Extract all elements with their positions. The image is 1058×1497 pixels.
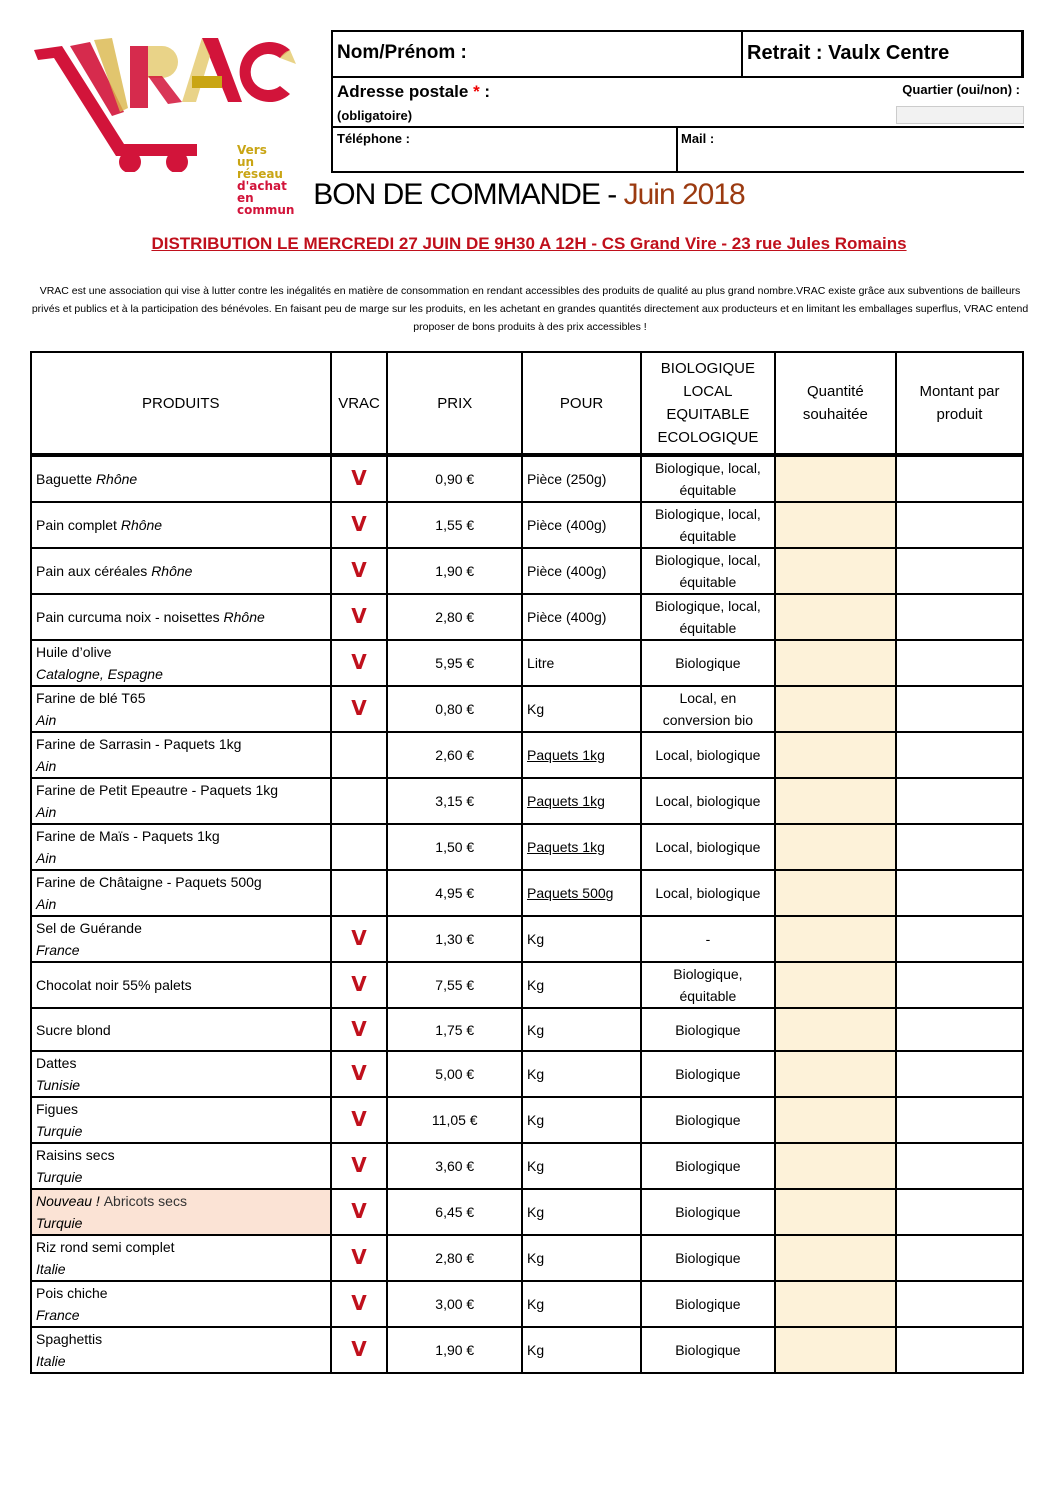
amount-cell <box>896 824 1023 870</box>
amount-cell <box>896 1008 1023 1051</box>
product-name: Sel de Guérande <box>36 920 142 936</box>
header-montant: Montant par produit <box>896 352 1023 455</box>
price-cell: 3,60 € <box>387 1143 522 1189</box>
product-name: Farine de Petit Epeautre - Paquets 1kg <box>36 782 279 798</box>
product-cell <box>31 594 331 640</box>
address-required-note: (obligatoire) <box>337 108 413 123</box>
label-cell: Biologique <box>641 1327 775 1373</box>
bulk-mark-icon: V <box>351 1061 367 1086</box>
table-row <box>31 548 1023 594</box>
unit-cell: Litre <box>522 640 641 686</box>
bulk-mark-icon: V <box>351 696 367 720</box>
form-row-name <box>333 32 1024 78</box>
quantity-input[interactable] <box>775 1327 896 1373</box>
product-name: Figues <box>36 1101 79 1118</box>
vrac-cell <box>331 870 388 916</box>
table-row <box>31 1189 1023 1235</box>
form-row-contact <box>333 128 1024 173</box>
price-cell: 3,15 € <box>387 778 522 824</box>
amount-cell <box>896 1097 1023 1143</box>
unit-cell: Kg <box>522 686 641 732</box>
name-field[interactable]: Nom/Prénom : <box>337 42 467 63</box>
price-cell: 5,95 € <box>387 640 522 686</box>
amount-cell <box>896 502 1023 548</box>
table-row <box>31 686 1023 732</box>
quantity-input[interactable] <box>775 548 896 594</box>
table-row <box>31 1143 1023 1189</box>
table-row <box>31 1051 1023 1097</box>
product-name: Farine de blé T65 <box>36 690 146 706</box>
quantity-input[interactable] <box>775 1281 896 1327</box>
price-cell: 6,45 € <box>387 1189 522 1235</box>
table-row <box>31 594 1023 640</box>
table-row <box>31 640 1023 686</box>
distribution-info: DISTRIBUTION LE MERCREDI 27 JUIN DE 9H30 A 12H - CS Grand Vire - 23 rue Jules Romains <box>151 234 907 253</box>
vrac-logo <box>32 32 302 217</box>
page-title: BON DE COMMANDE - Juin 2018 <box>313 178 745 211</box>
label-cell: Biologique <box>641 1281 775 1327</box>
price-cell: 1,75 € <box>387 1008 522 1051</box>
table-row <box>31 870 1023 916</box>
bulk-mark-icon: V <box>351 926 367 950</box>
vrac-cell <box>331 1097 388 1143</box>
label-cell: Biologique <box>641 640 775 686</box>
price-cell: 1,30 € <box>387 916 522 962</box>
unit-cell: Kg <box>522 1008 641 1051</box>
quantity-input[interactable] <box>775 962 896 1008</box>
product-origin: Italie <box>36 1353 66 1370</box>
form-row-address <box>333 78 1024 128</box>
quantity-input[interactable] <box>775 778 896 824</box>
amount-cell <box>896 1235 1023 1281</box>
quantity-input[interactable] <box>775 916 896 962</box>
unit-cell: Pièce (400g) <box>522 502 641 548</box>
label-cell: Local, biologique <box>641 778 775 824</box>
table-row <box>31 732 1023 778</box>
price-cell: 4,95 € <box>387 870 522 916</box>
product-origin: Turquie <box>36 1215 83 1232</box>
bulk-mark-icon: V <box>351 466 367 490</box>
vrac-cell <box>331 1327 388 1373</box>
label-cell: Biologique, local, équitable <box>641 455 775 502</box>
product-name: Chocolat noir 55% palets <box>36 977 192 993</box>
table-body <box>31 455 1023 1373</box>
product-origin: Turquie <box>36 1169 83 1186</box>
product-cell <box>31 1189 331 1235</box>
label-cell: Biologique <box>641 1051 775 1097</box>
price-cell: 2,60 € <box>387 732 522 778</box>
header-produits: PRODUITS <box>31 352 331 455</box>
amount-cell <box>896 870 1023 916</box>
product-name: Nouveau ! Abricots secs <box>36 1193 187 1210</box>
label-cell: - <box>641 916 775 962</box>
label-cell: Biologique, local, équitable <box>641 548 775 594</box>
product-cell <box>31 824 331 870</box>
price-cell: 2,80 € <box>387 594 522 640</box>
product-cell <box>31 548 331 594</box>
header-vrac: VRAC <box>331 352 388 455</box>
product-cell <box>31 686 331 732</box>
vrac-cell <box>331 1143 388 1189</box>
product-cell <box>31 1327 331 1373</box>
table-row <box>31 1281 1023 1327</box>
product-name: Farine de Maïs - Paquets 1kg <box>36 828 220 844</box>
product-name: Farine de Sarrasin - Paquets 1kg <box>36 736 242 752</box>
label-cell: Biologique, local, équitable <box>641 502 775 548</box>
address-field[interactable]: Adresse postale * : <box>337 82 491 101</box>
vrac-cell <box>331 732 388 778</box>
product-name: Dattes <box>36 1055 77 1072</box>
table-row <box>31 962 1023 1008</box>
amount-cell <box>896 1189 1023 1235</box>
quantity-input[interactable] <box>775 1143 896 1189</box>
table-row <box>31 502 1023 548</box>
quantity-input[interactable] <box>775 455 896 502</box>
product-name: Riz rond semi complet <box>36 1239 175 1256</box>
unit-cell: Kg <box>522 1327 641 1373</box>
bulk-mark-icon: V <box>351 650 367 674</box>
unit-cell: Kg <box>522 1281 641 1327</box>
amount-cell <box>896 778 1023 824</box>
product-origin: Ain <box>36 804 57 820</box>
product-origin: Rhône <box>151 563 193 579</box>
table-header-row <box>31 352 1023 455</box>
header-quantite: Quantité souhaitée <box>775 352 896 455</box>
product-cell <box>31 962 331 1008</box>
product-origin: Ain <box>36 758 57 774</box>
unit-cell: Pièce (400g) <box>522 548 641 594</box>
label-cell: Biologique, local, équitable <box>641 594 775 640</box>
vrac-cell <box>331 1235 388 1281</box>
unit-cell: Kg <box>522 1143 641 1189</box>
quantity-input[interactable] <box>775 594 896 640</box>
amount-cell <box>896 455 1023 502</box>
label-cell: Biologique <box>641 1189 775 1235</box>
bulk-mark-icon: V <box>351 604 367 628</box>
pickup-location: Retrait : Vaulx Centre <box>747 42 950 64</box>
product-origin: Ain <box>36 896 57 912</box>
vrac-cell <box>331 594 388 640</box>
quantity-input[interactable] <box>775 824 896 870</box>
vrac-cell <box>331 916 388 962</box>
product-origin: Rhône <box>223 609 265 625</box>
unit-cell: Kg <box>522 916 641 962</box>
price-cell: 11,05 € <box>387 1097 522 1143</box>
amount-cell <box>896 1327 1023 1373</box>
product-cell <box>31 1051 331 1097</box>
vrac-cell <box>331 686 388 732</box>
vrac-cell <box>331 1281 388 1327</box>
customer-info-form <box>331 30 1024 173</box>
price-cell: 5,00 € <box>387 1051 522 1097</box>
product-name: Huile d’olive <box>36 644 112 660</box>
price-cell: 1,90 € <box>387 1327 522 1373</box>
product-cell <box>31 640 331 686</box>
product-name: Raisins secs <box>36 1147 115 1164</box>
product-name: Pain curcuma noix - noisettes <box>36 609 224 625</box>
product-cell <box>31 732 331 778</box>
table-row <box>31 1327 1023 1373</box>
bulk-mark-icon: V <box>351 1107 367 1132</box>
table-row <box>31 916 1023 962</box>
divider <box>741 32 743 76</box>
table-row <box>31 1097 1023 1143</box>
bulk-mark-icon: V <box>351 1291 367 1316</box>
product-name: Spaghettis <box>36 1331 103 1348</box>
product-origin: Ain <box>36 850 57 866</box>
price-cell: 7,55 € <box>387 962 522 1008</box>
label-cell: Local, biologique <box>641 732 775 778</box>
label-cell: Local, biologique <box>641 824 775 870</box>
price-cell: 1,90 € <box>387 548 522 594</box>
association-intro: VRAC est une association qui vise à lutter contre les inégalités en matière de consommation en rendant accessibles des produits de qualité au plus grand nombre.VRAC existe grâce aux subventions de bailleurs privés et publics et à la participation des bénévoles. En faisant peu de marge sur les produits, en les achetant en grandes quantités directement aux producteurs et en limitant les emballages superflus, VRAC entend proposer de bons produits à des prix accessibles ! <box>31 285 1029 333</box>
table-row <box>31 1008 1023 1051</box>
unit-cell: Paquets 1kg <box>522 732 641 778</box>
district-label: Quartier (oui/non) : <box>902 82 1020 97</box>
vrac-cell <box>331 502 388 548</box>
product-cell <box>31 916 331 962</box>
unit-cell: Kg <box>522 1051 641 1097</box>
product-origin: Italie <box>36 1261 66 1278</box>
unit-cell: Paquets 1kg <box>522 778 641 824</box>
label-cell: Biologique <box>641 1097 775 1143</box>
amount-cell <box>896 1143 1023 1189</box>
price-cell: 2,80 € <box>387 1235 522 1281</box>
product-cell <box>31 1281 331 1327</box>
product-origin: Rhône <box>95 471 138 487</box>
district-input[interactable] <box>896 106 1024 124</box>
bulk-mark-icon: V <box>351 558 367 582</box>
quantity-input[interactable] <box>775 1008 896 1051</box>
quantity-input[interactable] <box>775 1097 896 1143</box>
order-month: Juin 2018 <box>623 178 745 211</box>
product-origin: Tunisie <box>36 1077 81 1094</box>
mail-field[interactable]: Mail : <box>681 131 715 146</box>
product-name: Farine de Châtaigne - Paquets 500g <box>36 874 262 890</box>
product-cell <box>31 778 331 824</box>
bulk-mark-icon: V <box>351 1245 367 1270</box>
product-name: Pois chiche <box>36 1285 108 1302</box>
vrac-cell <box>331 548 388 594</box>
vrac-cell <box>331 1189 388 1235</box>
quantity-input[interactable] <box>775 1235 896 1281</box>
vrac-cell <box>331 962 388 1008</box>
product-origin: Rhône <box>120 517 163 533</box>
price-cell: 3,00 € <box>387 1281 522 1327</box>
vrac-cell <box>331 1008 388 1051</box>
vrac-cell <box>331 455 388 502</box>
product-name: Pain aux céréales <box>36 563 152 579</box>
amount-cell <box>896 686 1023 732</box>
header-labels: BIOLOGIQUE LOCAL EQUITABLE ECOLOGIQUE <box>641 352 775 455</box>
amount-cell <box>896 1281 1023 1327</box>
product-name: Baguette <box>36 471 96 487</box>
product-cell <box>31 502 331 548</box>
header-prix: PRIX <box>387 352 522 455</box>
label-cell: Local, biologique <box>641 870 775 916</box>
amount-cell <box>896 916 1023 962</box>
product-cell <box>31 1008 331 1051</box>
product-cell <box>31 1143 331 1189</box>
product-cell <box>31 455 331 502</box>
bulk-mark-icon: V <box>351 1337 367 1362</box>
price-cell: 0,90 € <box>387 455 522 502</box>
unit-cell: Paquets 500g <box>522 870 641 916</box>
product-cell <box>31 1097 331 1143</box>
product-origin: Ain <box>36 712 57 728</box>
amount-cell <box>896 548 1023 594</box>
label-cell: Biologique, équitable <box>641 962 775 1008</box>
unit-cell: Kg <box>522 1189 641 1235</box>
unit-cell: Pièce (400g) <box>522 594 641 640</box>
vrac-cell <box>331 1051 388 1097</box>
vrac-cell <box>331 640 388 686</box>
label-cell: Biologique <box>641 1008 775 1051</box>
order-table <box>30 351 1024 1374</box>
bulk-mark-icon: V <box>351 512 367 536</box>
amount-cell <box>896 732 1023 778</box>
unit-cell: Kg <box>522 1235 641 1281</box>
quantity-input[interactable] <box>775 640 896 686</box>
amount-cell <box>896 962 1023 1008</box>
table-row <box>31 824 1023 870</box>
unit-cell: Kg <box>522 962 641 1008</box>
unit-cell: Paquets 1kg <box>522 824 641 870</box>
bulk-mark-icon: V <box>351 1153 367 1178</box>
product-name: Sucre blond <box>36 1021 111 1038</box>
unit-cell: Kg <box>522 1097 641 1143</box>
product-origin: France <box>36 1307 80 1324</box>
label-cell: Biologique <box>641 1143 775 1189</box>
label-cell: Local, en conversion bio <box>641 686 775 732</box>
phone-field[interactable]: Téléphone : <box>337 131 410 146</box>
amount-cell <box>896 640 1023 686</box>
bulk-mark-icon: V <box>351 1016 367 1041</box>
vrac-cell <box>331 778 388 824</box>
header-pour: POUR <box>522 352 641 455</box>
product-origin: France <box>36 942 80 958</box>
price-cell: 1,55 € <box>387 502 522 548</box>
vrac-cell <box>331 824 388 870</box>
product-cell <box>31 1235 331 1281</box>
bulk-mark-icon: V <box>351 1199 367 1224</box>
quantity-input[interactable] <box>775 870 896 916</box>
price-cell: 0,80 € <box>387 686 522 732</box>
amount-cell <box>896 1051 1023 1097</box>
new-badge: Nouveau ! <box>36 1193 104 1210</box>
quantity-input[interactable] <box>775 686 896 732</box>
table-row <box>31 455 1023 502</box>
quantity-input[interactable] <box>775 502 896 548</box>
product-cell <box>31 870 331 916</box>
required-mark: * <box>473 82 480 101</box>
product-origin: Catalogne, Espagne <box>36 666 163 682</box>
label-cell: Biologique <box>641 1235 775 1281</box>
price-cell: 1,50 € <box>387 824 522 870</box>
bulk-mark-icon: V <box>351 972 367 996</box>
table-row <box>31 778 1023 824</box>
quantity-input[interactable] <box>775 1189 896 1235</box>
unit-cell: Pièce (250g) <box>522 455 641 502</box>
product-origin: Turquie <box>36 1123 83 1140</box>
product-name: Pain complet <box>36 517 121 533</box>
table-row <box>31 1235 1023 1281</box>
logo-tagline: Vers un réseau d'achat en commun <box>237 143 295 217</box>
divider <box>676 128 678 173</box>
amount-cell <box>896 594 1023 640</box>
quantity-input[interactable] <box>775 1051 896 1097</box>
quantity-input[interactable] <box>775 732 896 778</box>
